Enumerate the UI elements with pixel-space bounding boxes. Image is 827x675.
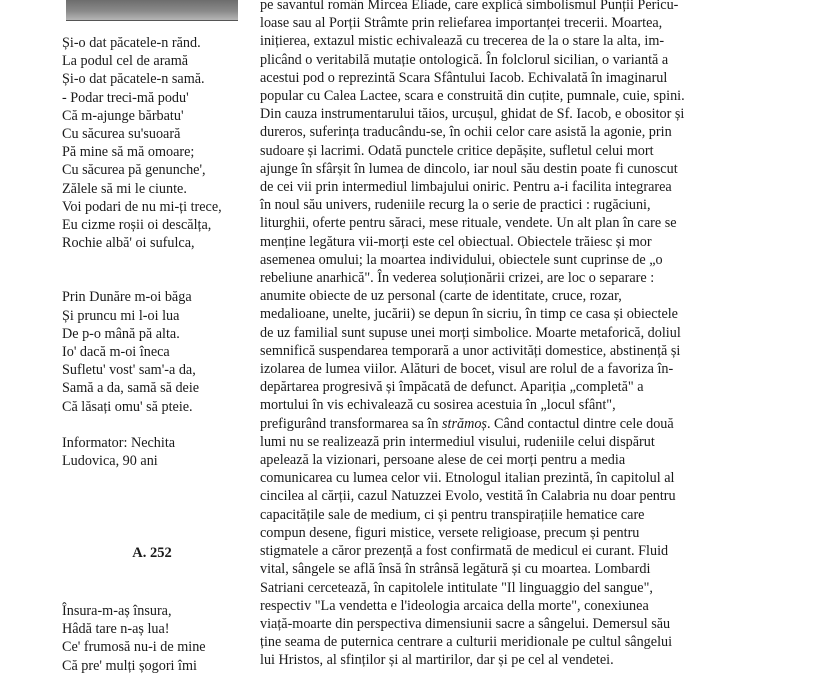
poem-heading: A. 252 [132,545,172,561]
poem-line: Eu cizme roșii oi descălța, [62,217,212,234]
poem-line: Ce' frumosă nu-i de mine [62,639,206,656]
poem-line: - Podar treci-mă podu' [62,89,189,106]
essay-line: depărtarea progresivă și împăcată de defunct. Apariția „completă" a [260,379,644,396]
essay-line: compun desene, figuri mistice, versete religioase, precum și pentru [260,524,640,541]
poem-line: Hâdă tare n-aș lua! [62,621,170,638]
essay-line: vital, sângele se află însă în strânsă legătură și cu moartea. Lombardi [260,561,651,578]
essay-column [260,0,722,670]
essay-line: izolarea de lumea viilor. Alături de bocet, visul are rolul de a favoriza în- [260,361,674,378]
poem-line: Sufletu' vost' sam'-a da, [62,362,196,379]
poem-column-continued [62,602,262,675]
essay-line: sudoare și lacrimi. Odată punctele critice depășite, sufletul celui mort [260,142,654,159]
poem-line: Și-o dat păcatele-n rănd. [62,35,201,51]
poem-line: De p-o mână pă alta. [62,325,180,342]
essay-line: lumi nu se realizează prin intermediul visului, rudeniile celui dispărut [260,433,655,450]
essay-line: respectiv "La vendetta e l'ideologia arcaica della morte", conexiunea [260,597,649,614]
essay-line: menține legătura vii-morți este cel obiectual. Obiectele trăiesc și mor [260,233,652,250]
essay-line: rebeliune anarhică". În vederea soluționării crizei, are loc o separare : [260,270,655,287]
poem-line: Că m-ajunge bărbatu' [62,107,184,124]
essay-line: pe savantul român Mircea Eliade, care explică simbolismul Punții Pericu- [260,0,679,13]
poem-column [62,34,262,470]
italic-term: strămoș [442,415,487,432]
poem-line: Voi podari de nu mi-ți trece, [62,198,222,215]
poem-line: Că lăsați omu' să pteie. [62,398,193,415]
essay-line: mortului în vis echivalează cu sosirea acestuia în „locul sfânt", [260,397,616,414]
poem-line: La podul cel de aramă [62,53,189,70]
essay-line: ajunge în sfârșit în lumea de dincolo, iar noul său destin poate fi cunoscut [260,160,678,177]
essay-line: ține seama de puternica centrare a culturii meridionale pe cultul sângelui [260,634,673,651]
essay-line: medalioane, unelte, jucării) se depun în sicriu, în timp ce casa și obiectele [260,306,678,323]
stanza-spacer [62,252,262,288]
essay-line: plicând o veritabilă mutație ontologică. În folclorul sicilian, o variantă a [260,51,669,68]
essay-line: Din cauza instrumentarului tăios, urcușul, ghidat de Sf. Iacob, e obositor și [260,106,685,123]
essay-line: loase sau al Porții Strâmte prin reliefarea importanței trecerii. Moartea, [260,15,663,32]
poem-line: Zălele să mi le ciunte. [62,180,187,197]
photo-image-fragment [66,0,238,21]
essay-line: comunicarea cu lumea celor vii. Etnologul italian prezintă, în capitolul al [260,470,675,487]
essay-line: semnifică suspendarea temporară a unor activități domestice, abstinență și [260,342,681,359]
essay-line: dureros, suferința traducându-se, în ochii celor care asistă la agonie, prin [260,124,672,141]
informant-line: Informator: Nechita [62,434,176,451]
poem-line: Pă mine să mă omoare; [62,144,195,161]
essay-line: liturghii, oferte pentru săraci, mese rituale, vendete. Un alt plan în care se [260,215,677,232]
essay-text-fragment: prefigurând transformarea sa în [260,415,442,432]
essay-text-fragment: . Când contactul dintre cele două [486,415,674,432]
essay-line: inițierea, extazul mistic echivalează cu trecerea de la o stare la alta, im- [260,33,665,50]
essay-line: stigmatele a căror prezență a fost confirmată de medicul ei curant. Fluid [260,543,669,560]
poem-line: Cu săcurea su'suoară [62,126,181,143]
stanza-spacer [62,416,262,434]
poem-line: Și pruncu mi l-oi lua [62,307,180,324]
essay-line: de cei vii prin intermediul limbajului oniric. Pentru a-i facilita integrarea [260,179,672,196]
essay-line: Satriani cercetează, în capitolele intitulate "Il linguaggio del sangue", [260,579,653,596]
essay-line: capacitățile sale de medium, ci și pentru transpirațiile hematice care [260,506,645,523]
poem-line: Prin Dunăre m-oi băga [62,289,192,306]
poem-line: Cu săcurea pă genunche', [62,162,206,179]
poem-line: Însura-m-aș însura, [62,603,172,619]
informant-line: Ludovica, 90 ani [62,453,158,470]
essay-line: viață-moarte din perspectiva dimensiunii sacre a sângelui. Demersul său [260,615,671,632]
essay-line: asemenea omului; la moartea individului, obiectele sunt cuprinse de „o [260,251,663,268]
essay-line [260,415,722,433]
essay-line: anumite obiecte de uz personal (carte de identitate, cruce, rozar, [260,288,622,305]
poem-line: Io' dacă m-oi îneca [62,344,170,361]
poem-line: Samă a da, samă să deie [62,380,200,397]
essay-line: de uz familial sunt supuse unei morți simbolice. Moarte metaforică, doliul [260,324,681,341]
poem-line: Că pre' mulți șogori îmi [62,657,197,674]
essay-line: popular cu Calea Lactee, scara e construită din cuțite, pumnale, cuie, spini. [260,88,685,105]
essay-line: lui Hristos, al sfinților și al martirilor, dar și pe cel al vendetei. [260,652,614,669]
essay-line: cincilea al cărții, cazul Natuzzei Evolo, vestită în Calabria nu doar pentru [260,488,676,505]
poem-line: Și-o dat păcatele-n samă. [62,71,205,88]
essay-line: acestui pod o reprezintă Scara Sfântului Iacob. Echivalată în imaginarul [260,69,668,86]
essay-line: în noul său univers, rudeniile recurg la o serie de practici : rugăciuni, [260,197,651,214]
essay-line: apelează la vizionari, persoane alese de cei morți pentru a media [260,452,626,469]
poem-line: Rochie albă' oi sufulca, [62,235,195,252]
